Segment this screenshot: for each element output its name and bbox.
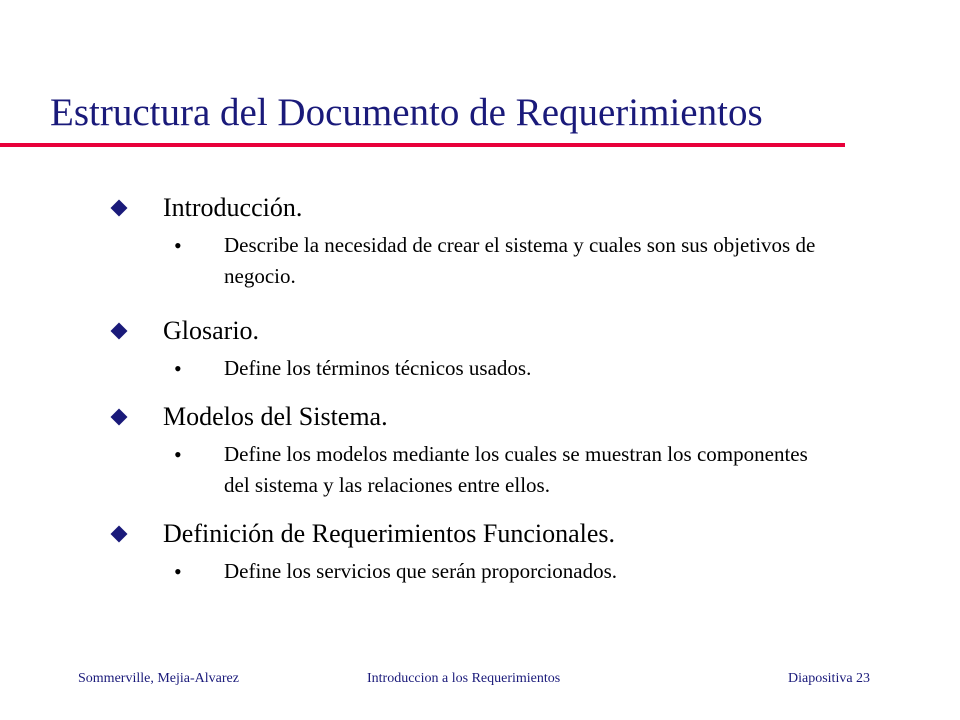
footer-slide-number: Diapositiva 23 (788, 671, 871, 686)
section-heading: Introducción. (163, 193, 303, 222)
section-detail: Define los modelos mediante los cuales se muestran los componentes del sistema y las relaciones entre ellos. (224, 442, 808, 497)
dot-bullet-icon: • (174, 356, 182, 381)
footer-authors: Sommerville, Mejia-Alvarez (78, 671, 239, 686)
diamond-bullet-icon (111, 323, 128, 340)
section-requerimientos-funcionales (0, 516, 900, 587)
section-detail: Define los términos técnicos usados. (224, 356, 532, 380)
section-heading: Definición de Requerimientos Funcionales. (163, 519, 616, 548)
footer-course: Introduccion a los Requerimientos (367, 671, 561, 686)
diamond-bullet-icon (111, 200, 128, 217)
slide-title: Estructura del Documento de Requerimientos (50, 91, 763, 134)
diamond-bullet-icon (111, 526, 128, 543)
dot-bullet-icon: • (174, 559, 182, 584)
section-heading: Glosario. (163, 316, 260, 345)
section-detail: Describe la necesidad de crear el sistema y cuales son sus objetivos de negocio. (224, 233, 816, 288)
section-detail: Define los servicios que serán proporcionados. (224, 559, 618, 583)
dot-bullet-icon: • (174, 233, 182, 258)
dot-bullet-icon: • (174, 442, 182, 467)
title-underline (0, 143, 845, 147)
section-modelos (0, 399, 900, 501)
diamond-bullet-icon (111, 409, 128, 426)
section-glosario (0, 313, 900, 384)
section-heading: Modelos del Sistema. (163, 402, 388, 431)
section-introduccion (0, 190, 900, 292)
